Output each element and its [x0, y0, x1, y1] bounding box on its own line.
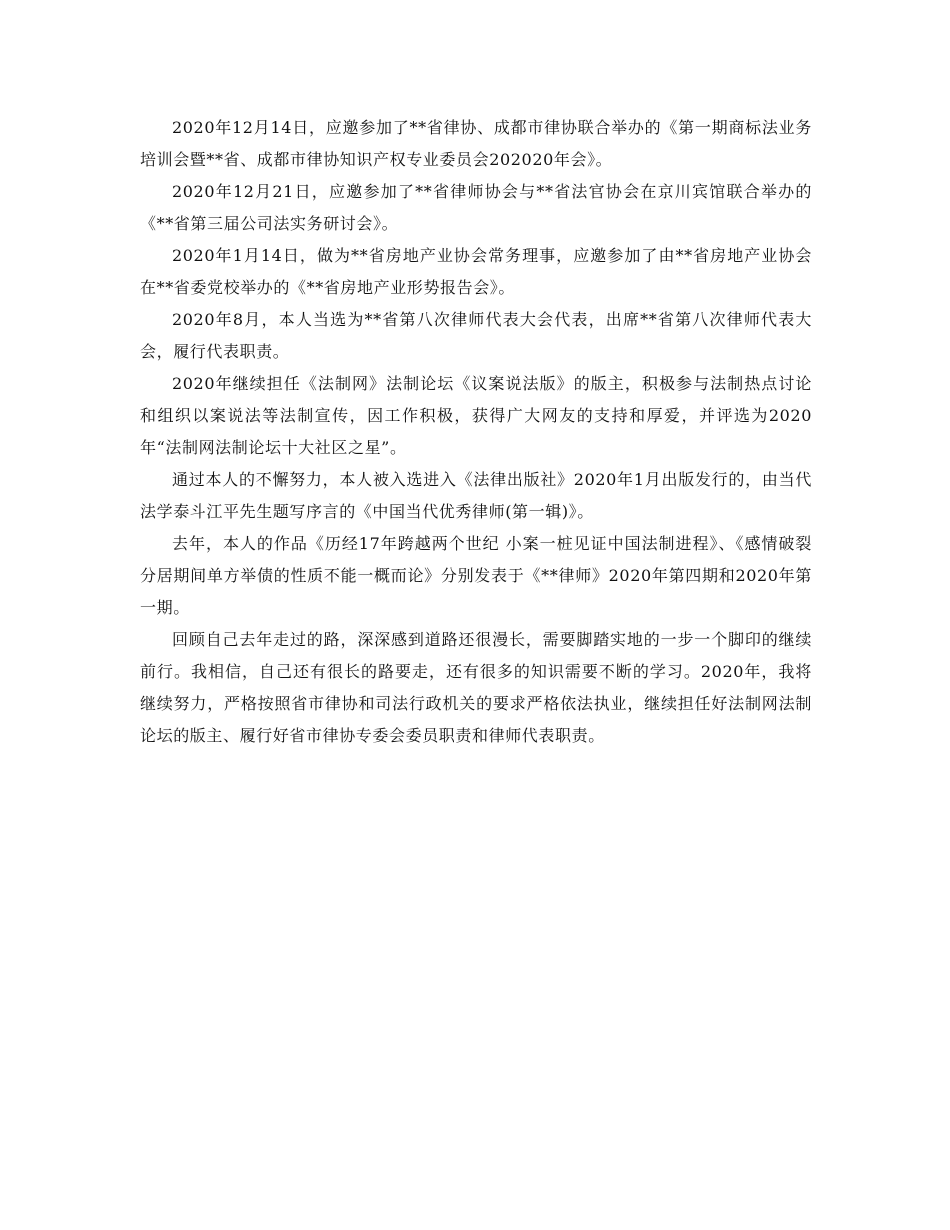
paragraph-forum-moderator: 2020年继续担任《法制网》法制论坛《议案说法版》的版主，积极参与法制热点讨论和组织以案说法等法制宣传，因工作积极，获得广大网友的支持和厚爱，并评选为2020年“法制网法制论坛十大社区之星”。: [140, 374, 812, 457]
paragraph-training-meeting: 2020年12月14日，应邀参加了**省律协、成都市律协联合举办的《第一期商标法业务培训会暨**省、成都市律协知识产权专业委员会202020年会》。: [140, 118, 812, 169]
paragraph-published-works: 去年，本人的作品《历经17年跨越两个世纪 小案一桩见证中国法制进程》、《感情破裂分居期间单方举债的性质不能一概而论》分别发表于《**律师》2020年第四期和2020年第一期。: [140, 534, 812, 617]
paragraph-real-estate-report: 2020年1月14日，做为**省房地产业协会常务理事，应邀参加了由**省房地产业协会在**省委党校举办的《**省房地产业形势报告会》。: [140, 246, 812, 297]
paragraph-company-law-seminar: 2020年12月21日，应邀参加了**省律师协会与**省法官协会在京川宾馆联合举办的《**省第三届公司法实务研讨会》。: [140, 182, 812, 233]
paragraph-reflection: 回顾自己去年走过的路，深深感到道路还很漫长，需要脚踏实地的一步一个脚印的继续前行。我相信，自己还有很长的路要走，还有很多的知识需要不断的学习。2020年，我将继续努力，严格按照省市律协和司法行政机关的要求严格依法执业，继续担任好法制网法制论坛的版主、履行好省市律协专委会委员职责和律师代表职责。: [140, 630, 812, 745]
document-body: [140, 112, 812, 752]
paragraph-publication-selection: 通过本人的不懈努力，本人被入选进入《法律出版社》2020年1月出版发行的，由当代法学泰斗江平先生题写序言的《中国当代优秀律师(第一辑)》。: [140, 470, 812, 521]
paragraph-lawyer-congress: 2020年8月，本人当选为**省第八次律师代表大会代表，出席**省第八次律师代表大会，履行代表职责。: [140, 310, 812, 361]
